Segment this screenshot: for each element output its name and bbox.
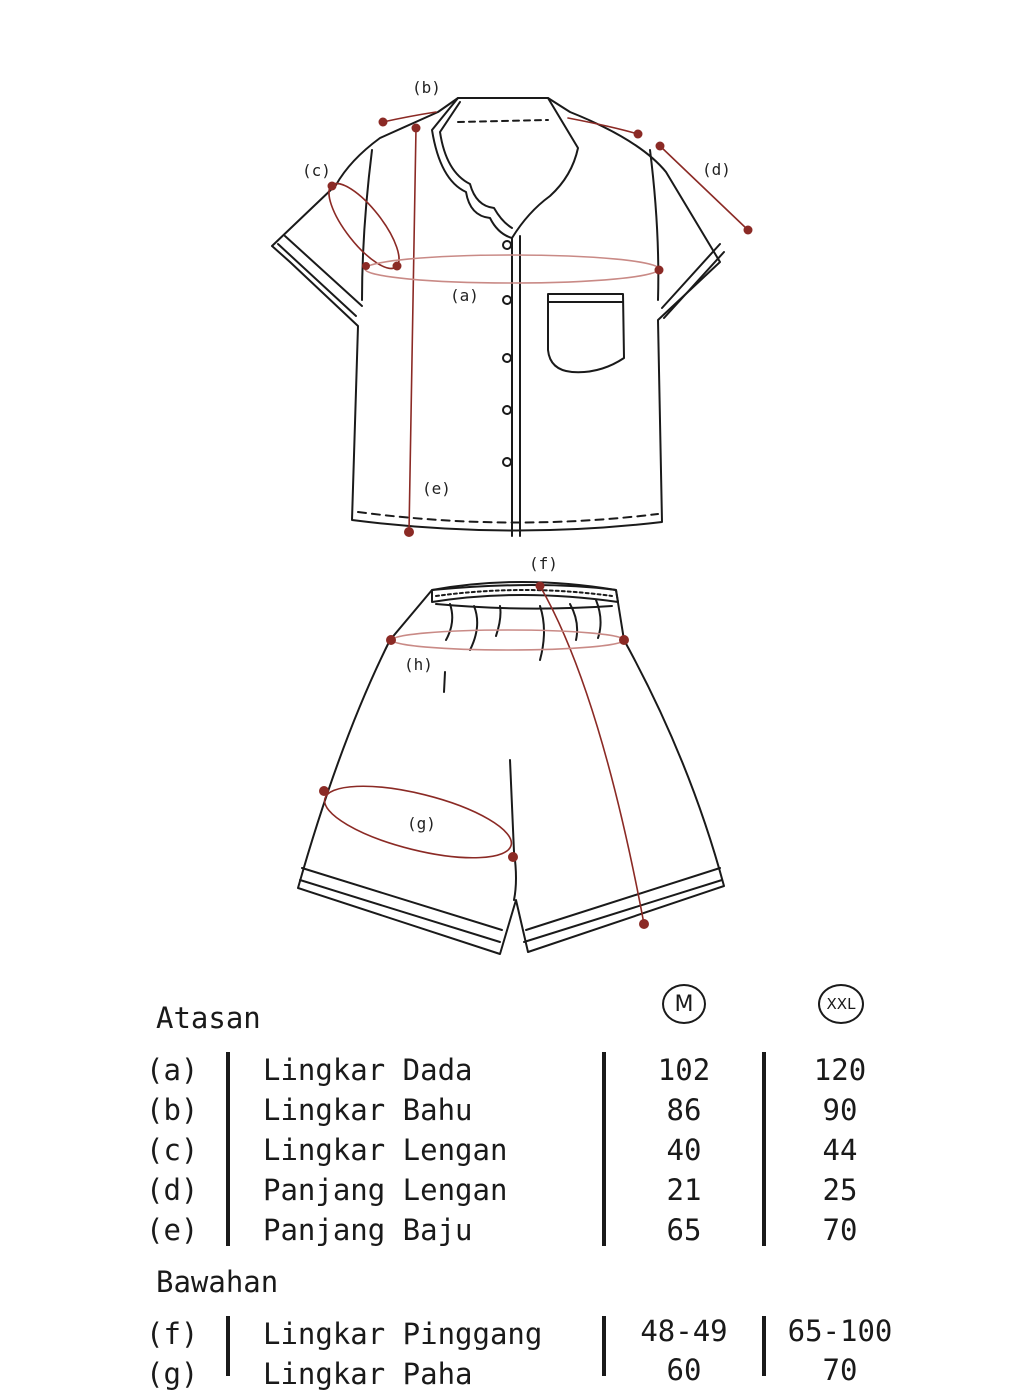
row-label: Panjang Lengan bbox=[263, 1173, 508, 1207]
row-code: (c) bbox=[146, 1133, 199, 1167]
value-xxl: 90 bbox=[822, 1093, 858, 1127]
table-divider bbox=[602, 1052, 606, 1246]
row-label: Lingkar Dada bbox=[263, 1053, 473, 1087]
label-d: (d) bbox=[702, 160, 731, 179]
measure-f-line bbox=[540, 586, 644, 924]
table-divider bbox=[226, 1316, 230, 1376]
row-label: Lingkar Bahu bbox=[263, 1093, 473, 1127]
row-label: Lingkar Pinggang bbox=[263, 1317, 543, 1351]
label-a: (a) bbox=[450, 286, 479, 305]
size-badge-xxl bbox=[818, 984, 864, 1024]
table-divider bbox=[226, 1052, 230, 1246]
value-xxl: 70 bbox=[822, 1213, 858, 1247]
value-xxl: 70 bbox=[822, 1353, 858, 1387]
row-code: (e) bbox=[146, 1213, 199, 1247]
value-m: 60 bbox=[666, 1353, 702, 1387]
row-label: Panjang Baju bbox=[263, 1213, 473, 1247]
label-c: (c) bbox=[302, 161, 331, 180]
label-h: (h) bbox=[404, 655, 433, 674]
row-code: (g) bbox=[146, 1357, 199, 1391]
shirt-collar bbox=[432, 98, 578, 238]
row-code: (b) bbox=[146, 1093, 199, 1127]
table-divider bbox=[602, 1316, 606, 1376]
shirt-outline bbox=[272, 98, 720, 531]
row-label: Lingkar Lengan bbox=[263, 1133, 508, 1167]
table-divider bbox=[762, 1316, 766, 1376]
table-divider bbox=[762, 1052, 766, 1246]
row-code: (d) bbox=[146, 1173, 199, 1207]
label-f: (f) bbox=[529, 554, 558, 573]
value-xxl: 65-100 bbox=[787, 1314, 893, 1348]
value-xxl: 25 bbox=[822, 1173, 858, 1207]
label-g: (g) bbox=[407, 814, 436, 833]
value-m: 40 bbox=[666, 1133, 702, 1167]
row-label: Lingkar Paha bbox=[263, 1357, 473, 1391]
size-badge-m bbox=[662, 984, 706, 1024]
section-title-bawahan: Bawahan bbox=[156, 1265, 279, 1299]
measure-h-ellipse bbox=[392, 630, 624, 650]
label-e: (e) bbox=[422, 479, 451, 498]
value-m: 65 bbox=[666, 1213, 702, 1247]
section-title-atasan: Atasan bbox=[156, 1001, 261, 1035]
measure-d-line bbox=[660, 146, 748, 230]
value-m: 21 bbox=[666, 1173, 702, 1207]
value-xxl: 44 bbox=[822, 1133, 858, 1167]
size-xxl-text: XXL bbox=[826, 995, 856, 1013]
value-xxl: 120 bbox=[813, 1053, 867, 1087]
value-m: 86 bbox=[666, 1093, 702, 1127]
shirt-pocket bbox=[548, 294, 624, 372]
size-m-text: M bbox=[674, 991, 694, 1017]
row-code: (f) bbox=[146, 1317, 199, 1351]
row-code: (a) bbox=[146, 1053, 199, 1087]
value-m: 48-49 bbox=[640, 1314, 728, 1348]
label-b: (b) bbox=[412, 78, 441, 97]
value-m: 102 bbox=[657, 1053, 711, 1087]
